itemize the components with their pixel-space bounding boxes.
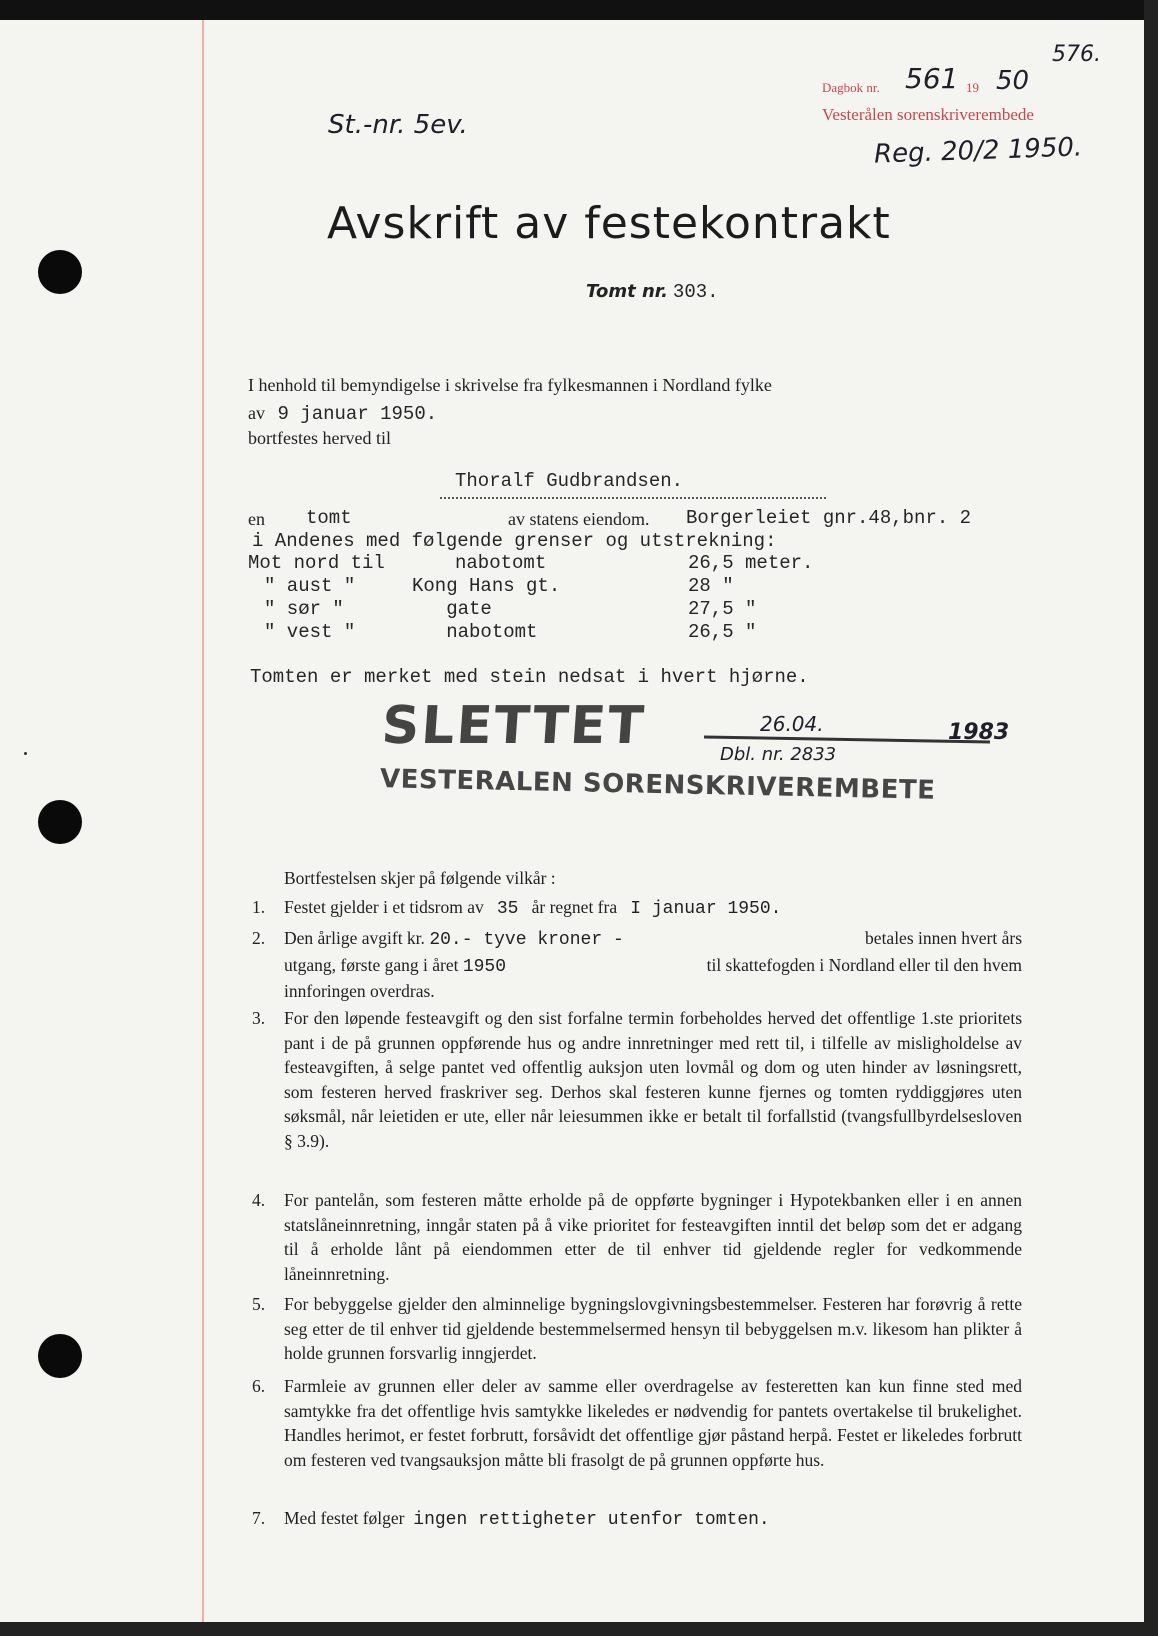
boundary-length: 26,5 "	[688, 621, 757, 643]
boundary-neighbor: nabotomt	[455, 552, 547, 574]
condition-text	[284, 926, 1022, 1004]
speck	[24, 752, 27, 755]
scan-border-bottom	[0, 1622, 1158, 1636]
dagbok-number: 561	[905, 62, 959, 95]
condition-text	[284, 1506, 1022, 1533]
marked-line: Tomten er merket med stein nedsat i hvert hjørne.	[250, 666, 809, 688]
condition-item	[252, 1006, 1022, 1153]
document-title: Avskrift av festekontrakt	[327, 198, 891, 249]
condition-2-year-line	[284, 953, 506, 980]
condition-1-pre: Festet gjelder i et tidsrom av	[284, 897, 484, 917]
conditions-heading: Bortfestelsen skjer på følgende vilkår :	[284, 868, 556, 888]
boundary-length: 26,5 meter.	[688, 552, 814, 574]
condition-2-line2-post: til skattefogden i Nordland eller til den hvem	[706, 954, 1022, 975]
punch-hole	[38, 800, 82, 844]
intro-av: av	[248, 403, 265, 423]
condition-text: Farmleie av grunnen eller deler av samme eller overdragelse av festeretten kan kun finne sted med samtykke fra det offentlige hvis samtykke likeledes er nødvendig for pantets overtakelse til brukelighet. Handles herimot, er festet forbrutt, forsåvidt det offentlige gjør påstand herpå. Festet er likeledes forbrutt om festeren ved tvangsauksjon måtte bli frasolgt de på grunnen oppførte hus.	[284, 1376, 1022, 1470]
margin-annotation: St.-nr. 5ev.	[328, 110, 468, 140]
office-stamp: Vesterålen sorenskriverembede	[822, 105, 1034, 124]
margin-line	[202, 20, 204, 1622]
boundary-direction: Mot nord til	[248, 552, 385, 574]
condition-text: For pantelån, som festeren måtte erholde på de oppførte bygninger i Hypotekbanken eller i en annen statslåneinnretning, inngår staten på å vike prioritet for festeavgiften inntil det beløp som det er adgang til å erholde lånt på eiendommen etter de til enhver tid gjeldende regler for vedkommende låneinnretning.	[284, 1190, 1022, 1284]
condition-number: 4.	[252, 1190, 266, 1210]
condition-number: 7.	[252, 1508, 266, 1528]
condition-number: 3.	[252, 1008, 266, 1028]
boundary-length: 27,5 "	[688, 598, 757, 620]
page-number: 576.	[1052, 42, 1101, 67]
stamp-office: VESTERALEN SORENSKRIVEREMBETE	[379, 764, 936, 806]
condition-1-from: I januar 1950.	[630, 899, 782, 919]
condition-item	[252, 1506, 1022, 1533]
tomt-number-line	[586, 280, 719, 303]
condition-text: For den løpende festeavgift og den sist forfalne termin forbeholdes herved det offentlige 1.ste prioritets pant i de på grunnen oppførende hus og andre innretninger med rett til, i tilfelle av misligholdelse av festeavgiften, å selge pantet ved offentlig auksjon uten lovmål og dom og uten hinder av løsningsrett, som festeren herved fraskriver seg. Derhos skal festeren kunne fjernes og tomten ryddiggjøres uten søksmål, når leietiden er ute, eller når leiesummen ikke er betalt til forfallstid (tvangsfullbyrdelsesloven § 3.9).	[284, 1008, 1022, 1151]
boundary-direction: " sør "	[264, 598, 344, 620]
stamp-date: 26.04.	[760, 712, 824, 736]
condition-number: 5.	[252, 1294, 266, 1314]
boundary-length: 28 "	[688, 575, 734, 597]
stamp-year: 1983	[948, 720, 1010, 745]
stamp-slettet: SLETTET	[379, 696, 648, 756]
state-property: av statens eiendom.	[508, 509, 650, 529]
condition-item	[252, 926, 1022, 1004]
condition-item	[252, 895, 1022, 922]
year-prefix: 19	[966, 80, 979, 95]
boundary-direction: " vest "	[264, 621, 356, 643]
condition-number: 2.	[252, 928, 266, 948]
scan-border-right	[1144, 0, 1158, 1636]
property-ref: Borgerleiet gnr.48,bnr. 2	[686, 507, 972, 529]
lessee-name: Thoralf Gudbrandsen.	[455, 470, 684, 492]
intro-line-2	[248, 403, 437, 425]
boundary-neighbor: Kong Hans gt.	[412, 575, 561, 597]
condition-text	[284, 895, 1022, 922]
condition-7-pre: Med festet følger	[284, 1508, 405, 1528]
condition-2-line2-pre: utgang, første gang i året	[284, 954, 459, 975]
tomt-label: Tomt nr.	[586, 281, 668, 302]
condition-item	[252, 1188, 1022, 1286]
registered-date: Reg. 20/2 1950.	[873, 132, 1083, 170]
condition-2-amount: 20.- tyve kroner -	[429, 930, 624, 950]
object-type: tomt	[306, 507, 352, 529]
condition-2-post: betales innen hvert års	[865, 928, 1022, 948]
condition-text: For bebyggelse gjelder den alminnelige bygningslovgivningsbestemmelser. Festeren har forøvrig å rette seg etter de til enhver tid gjeldende bestemmelsermed hensyn til bebyggelsen m.v. likesom han plikter å holde grunnen forsvarlig inngjerdet.	[284, 1294, 1022, 1363]
condition-item	[252, 1292, 1022, 1366]
punch-hole	[38, 250, 82, 294]
condition-number: 6.	[252, 1376, 266, 1396]
condition-1-years: 35	[496, 899, 519, 919]
intro-line-3: bortfestes herved til	[248, 428, 391, 448]
condition-2-line-2	[284, 953, 1022, 980]
location-line: i Andenes med følgende grenser og utstrekning:	[252, 530, 777, 552]
en-label: en	[248, 509, 265, 529]
intro-line-1: I henhold til bemyndigelse i skrivelse fra fylkesmannen i Nordland fylke	[248, 375, 772, 395]
condition-1-mid: år regnet fra	[531, 897, 618, 917]
boundary-neighbor: gate	[412, 598, 492, 620]
condition-2-line-3: innforingen overdras.	[284, 981, 435, 1001]
boundary-direction: " aust "	[264, 575, 356, 597]
condition-2-amount-line	[284, 926, 624, 953]
condition-item	[252, 1374, 1022, 1472]
condition-2-year: 1950	[462, 956, 507, 977]
boundary-neighbor: nabotomt	[412, 621, 538, 643]
condition-number: 1.	[252, 897, 266, 917]
dotted-rule	[440, 497, 826, 499]
tomt-number: 303.	[672, 281, 719, 303]
condition-2-pre: Den årlige avgift kr.	[284, 928, 425, 948]
condition-7-typed: ingen rettigheter utenfor tomten.	[413, 1510, 770, 1530]
scan-border-top	[0, 0, 1158, 20]
year-suffix: 50	[996, 66, 1030, 96]
punch-hole	[38, 1334, 82, 1378]
stamp-sub: Dbl. nr. 2833	[720, 744, 837, 765]
intro-date: 9 januar 1950.	[277, 403, 438, 425]
dagbok-label: Dagbok nr.	[822, 80, 880, 95]
condition-2-line-1	[284, 926, 1022, 953]
